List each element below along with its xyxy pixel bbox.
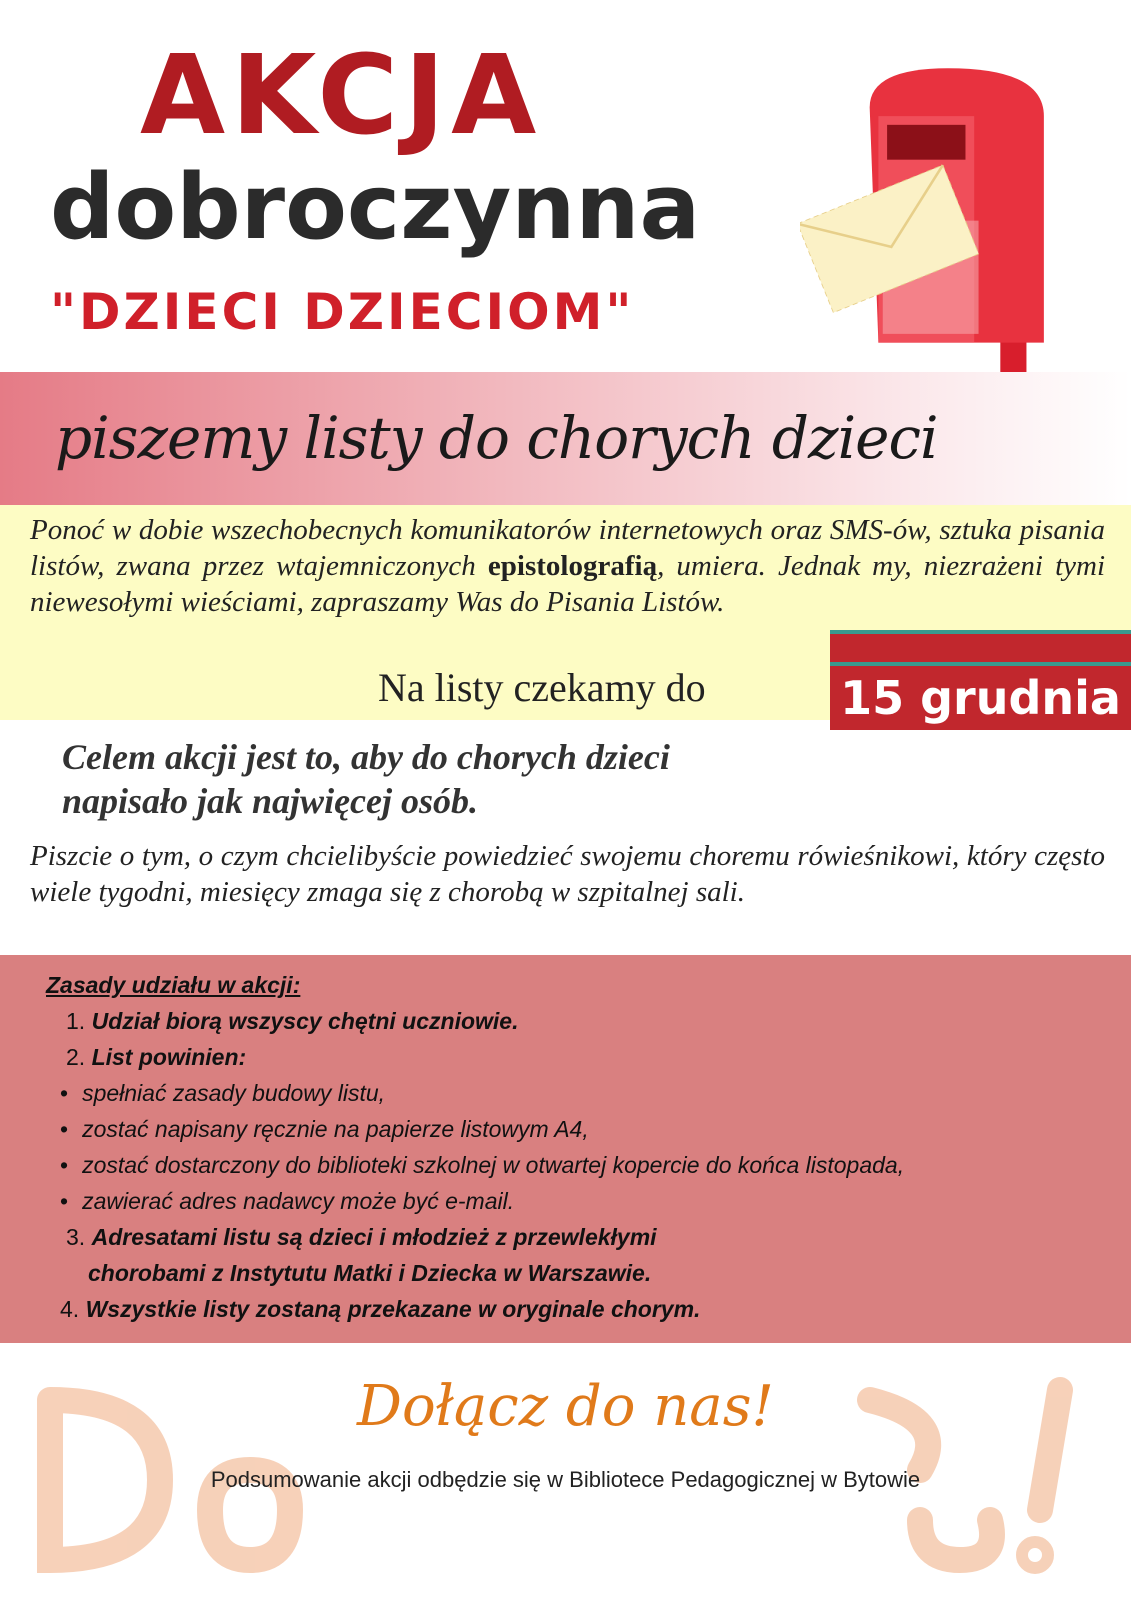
goal-statement [62, 735, 670, 823]
footer-title: Dołącz do nas! [357, 1374, 774, 1439]
mailbox-icon [800, 40, 1070, 410]
rules-section [0, 955, 1131, 1343]
rule-item: 4. Wszystkie listy zostaną przekazane w oryginale chorym. [60, 1296, 701, 1322]
rule-item-continuation: chorobami z Instytutu Matki i Dziecka w Warszawie. [88, 1260, 652, 1286]
intro-paragraph [30, 512, 1105, 620]
goal-line: Celem akcji jest to, aby do chorych dzieci [62, 737, 670, 777]
subtitle: "DZIECI DZIECIOM" [50, 283, 635, 341]
rule-item: 1. Udział biorą wszyscy chętni uczniowie. [66, 1008, 519, 1034]
headline-text: piszemy listy do chorych dzieci [55, 404, 938, 472]
deadline-label: Na listy czekamy do [378, 665, 706, 710]
title-dobroczynna: dobroczynna [50, 155, 701, 260]
rule-item: 3. Adresatami listu są dzieci i młodzież z przewlekłymi [66, 1224, 657, 1250]
description-paragraph: Piszcie o tym, o czym chcielibyście powiedzieć swojemu choremu rówieśnikowi, który często wiele tygodni, miesięcy zmaga się z chorobą w szpitalnej sali. [30, 840, 1105, 908]
rule-bullet: • zostać dostarczony do biblioteki szkolnej w otwartej kopercie do końca listopada, [46, 1147, 1131, 1183]
intro-bold-term: epistolografią [487, 550, 658, 582]
rules-heading: Zasady udziału w akcji: [46, 972, 301, 998]
rule-item: 2. List powinien: [66, 1044, 247, 1070]
rule-bullet: • spełniać zasady budowy listu, [46, 1075, 1131, 1111]
title-akcja: AKCJA [140, 31, 543, 159]
deadline-date-badge: 15 grudnia [830, 662, 1131, 730]
intro-text: Ponoć w dobie wszechobecnych komunikatorów internetowych oraz SMS-ów, sztuka pisania listów, zwana przez wtajemniczonych [30, 514, 1105, 582]
intro-text: , umiera. Jednak my, niezrażeni tymi niewesołymi wieściami, zapraszamy Was do Pisania Listów. [30, 550, 1105, 618]
footer-note: Podsumowanie akcji odbędzie się w Bibliotece Pedagogicznej w Bytowie [210, 1467, 921, 1492]
rule-bullet: • zawierać adres nadawcy może być e-mail. [46, 1183, 1131, 1219]
rule-bullet: • zostać napisany ręcznie na papierze listowym A4, [46, 1111, 1131, 1147]
deadline-badge-top [830, 630, 1131, 662]
goal-line: napisało jak najwięcej osób. [62, 781, 479, 821]
